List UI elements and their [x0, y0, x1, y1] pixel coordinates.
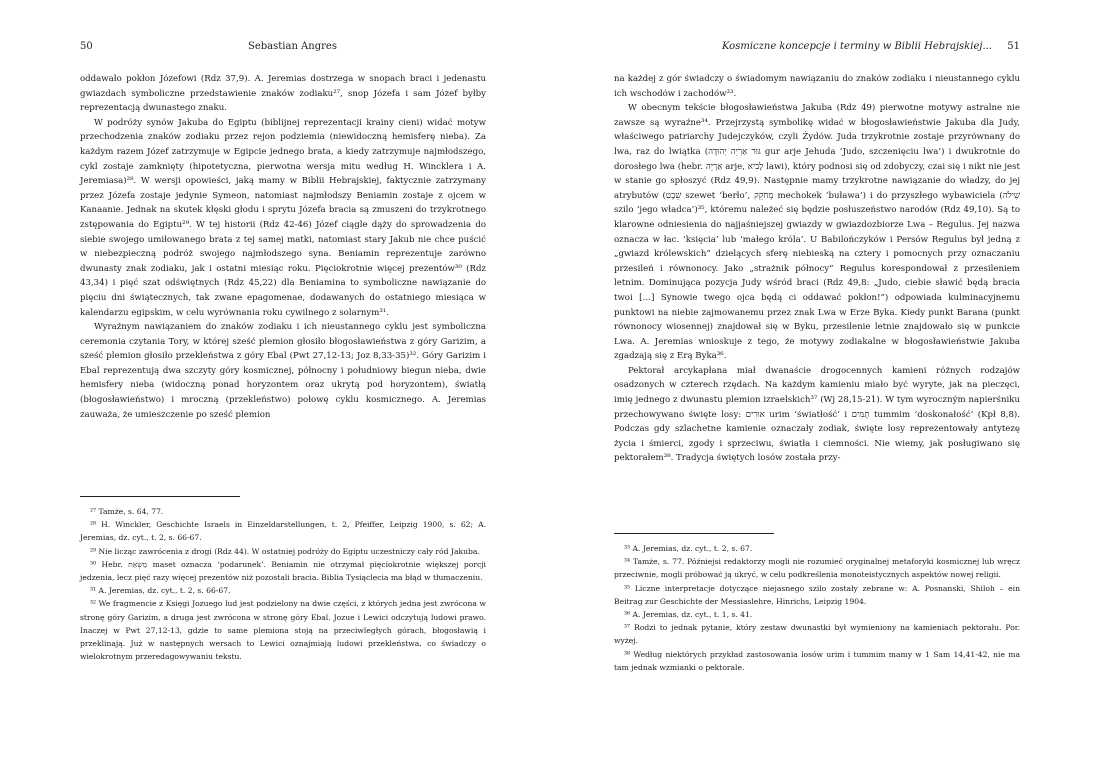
footnote-rule: [614, 533, 774, 534]
footnote: ³⁵ Liczne interpretacje dotyczące niejasnego szilo zostały zebrane w: A. Posnanski, Shiloh – ein Beitrag zur Geschichte der Messiaslehre, Hinrichs, Leipzig 1904.: [614, 583, 1020, 606]
footnote: ³¹ A. Jeremias, dz. cyt., t. 2, s. 66-67.: [90, 586, 231, 596]
page-number-right: 51: [1007, 41, 1020, 52]
footnote: ³⁴ Tamże, s. 77. Późniejsi redaktorzy mogli nie rozumieć oryginalnej metaforyki kosmicznej lub wręcz przeciwnie, mogli próbować ją ukryć, w celu podkreślenia monoteistycznych aspektów nowej religii.: [614, 557, 1020, 580]
page-number-left: 50: [80, 41, 93, 52]
footnote: ³⁶ A. Jeremias, dz. cyt., t. 1, s. 41.: [624, 610, 753, 620]
footnote: ³² We fragmencie z Księgi Jozuego lud jest podzielony na dwie części, z których jedna jest zwrócona w stronę góry Garizim, a druga jest zwrócona w stronę góry Ebal. Jozue i Lewici odczytują ludowi prawo. Inaczej w Pwt 27,12-13, gdzie to same plemiona stoją na przeciwległych górach, błogosławią i przeklinają. Już w następnych wersach to Lewici oznajmiają ludowi przekleństwa, co świadczy o wielokrotnym przeredagowywaniu tekstu.: [80, 599, 486, 662]
footnote: ²⁹ Nie licząc zawrócenia z drogi (Rdz 44). W ostatniej podróży do Egiptu uczestniczy cały ród Jakuba.: [90, 546, 480, 556]
footnote: ³⁷ Rodzi to jednak pytanie, który zestaw dwunastki był wymieniony na kamieniach pektorału. Por. wyżej.: [614, 623, 1020, 646]
paragraph: W obecnym tekście błogosławieństwa Jakuba (Rdz 49) pierwotne motywy astralne nie zawsze są wyraźne³⁴. Przejrzystą symbolikę widać w błogosławieństwie Jakuba dla Judy, właściwego patriarchy Judejczyków, czyli Żydów. Juda trzykrotnie zostaje przyrównany do lwa, raz do lwiątka (גּוּר אַרְיֵה יְהוּדָה gur arje Jehuda ‘Judo, szczenięciu lwa’) i dwukrotnie do dorosłego lwa (hebr. אַרְיֵה arje, לָבִיא lawi), który podnosi się od zdobyczy, czai się i nikt nie jest w stanie go spłoszyć (Rdz 49,9). Następnie mamy trzykrotne nawiązanie do władzy, do jej atrybutów (שֵׁבֶט szewet ‘berło’, מְחֹקֵק mechokek ‘buława’) i do przyszłego wybawiciela (שִׁילֹה szilo ‘jego władca’)³⁵, któremu należeć się będzie posłuszeństwo narodów (Rdz 49,10). Są to klarowne odniesienia do najjaśniejszej gwiazdy w gwiazdozbiorze Lwa – Regulus. Jej nazwa oznacza w łac. ‘księcia’ lub ‘małego króla’. U Babilończyków i Persów Regulus był jedną z „gwiazd królewskich” dzielących sferę niebieską na cztery i pomocnych przy oznaczaniu przesileń i równonocy. Jako „strażnik północy” Regulus korespondował z przesileniem letnim. Dominująca pozycja Judy wśród braci (Rdz 49,8: „Judo, ciebie sławić będą bracia twoi […] Synowie twego ojca będą ci oddawać pokłon!”) odpowiada kulminacyjnemu punktowi na niebie zajmowanemu przez znak Lwa w Erze Byka. Kiedy punkt Barana (punkt równonocy wiosennej) znajdował się w Byku, przesilenie letnie znajdowało się w punkcie Lwa. A. Jeremias wnioskuje z tego, że motywy zodiakalne w błogosławieństwie Jakuba zgadzają się z Erą Byka³⁶.: [614, 103, 1020, 362]
title-running-head: Kosmiczne koncepcje i terminy w Biblii Hebrajskiej...: [721, 41, 992, 52]
paragraph: oddawało pokłon Józefowi (Rdz 37,9). A. Jeremias dostrzega w snopach braci i jedenastu gwiazdach symboliczne przedstawienie znaków zodiaku²⁷, snop Józefa i sam Józef byłby reprezentacją dwunastego znaku.: [80, 74, 486, 114]
footnote: ²⁸ H. Winckler, Geschichte Israels in Einzeldarstellungen, t. 2, Pfeiffer, Leipzig 1900, s. 62; A. Jeremias, dz. cyt., t. 2, s. 66-67.: [80, 520, 486, 543]
footnote-rule: [80, 496, 240, 497]
author-running-head: Sebastian Angres: [248, 41, 337, 52]
footnote: ³³ A. Jeremias, dz. cyt., t. 2, s. 67.: [624, 544, 753, 553]
body-text-left: [80, 72, 486, 422]
paragraph: Wyraźnym nawiązaniem do znaków zodiaku i ich nieustannego cyklu jest symboliczna ceremonia czytania Tory, w której sześć plemion głosiło błogosławieństwa z góry Garizim, a sześć plemion głosiło przekleństwa z góry Ebal (Pwt 27,12-13; Joz 8,33-35)³². Góry Garizim i Ebal reprezentują dwa szczyty góry kosmicznej, północny i południowy biegun nieba, dwie hemisfery nieba (widoczną ponad horyzontem oraz ukrytą pod horyzontem), światłą (błogosławieństwo) i mroczną (przekleństwo) połowę cyklu kosmicznego. A. Jeremias zauważa, że umieszczenie po sześć plemion: [80, 322, 486, 420]
footnote: ²⁷ Tamże, s. 64, 77.: [90, 507, 164, 516]
paragraph: W podróży synów Jakuba do Egiptu (biblijnej reprezentacji krainy cieni) widać motyw przechodzenia znaków zodiaku przez rejon podziemia (niewidoczną hemisferę nieba). Za każdym razem Józef zatrzymuje w Egipcie jednego brata, a kiedy zatrzymuje najmłodszego, cykl zostaje zamknięty (hipotetyczna, pierwotna wersja mitu według H. Wincklera i A. Jeremiasa)²⁸. W wersji opowieści, jaką mamy w Biblii Hebrajskiej, faktycznie zatrzymany przez Józefa zostaje jedynie Symeon, natomiast najmłodszy Beniamin zostaje z ojcem w Kanaanie. Jednak na skutek kłęski głodu i sprytu Józefa bracia są zmuszeni do trzykrotnego zstępowania do Egiptu²⁹. W tej historii (Rdz 42-46) Józef ciągle dąży do sprowadzenia do siebie swojego umiłowanego brata z tej samej matki, natomiast stary Jakub nie chce puścić w niebezpieczną podróż swojego najmłodszego syna. Beniamin reprezentuje zarówno dwunasty znak zodiaku, jak i ostatni miesiąc roku. Pięciokrotnie więcej prezentów³⁰ (Rdz 43,34) i pięć szat odświętnych (Rdz 45,22) dla Beniamina to symboliczne nawiązanie do pięciu dni świątecznych, tak zwane epagomenae, dodawanych do ostatniego miesiąca w kalendarzu egipskim, w celu wyrównania roku cywilnego z solarnym³¹.: [80, 117, 486, 318]
footnote: ³⁰ Hebr. מַשְׂאֵת maset oznacza ‘podarunek’. Beniamin nie otrzymał pięciokrotnie większej porcji jedzenia, lecz pięć razy więcej prezentów niż pozostali bracia. Biblia Tysiąclecia ma błąd w tłumaczeniu.: [80, 559, 486, 583]
body-text-right: [614, 72, 1020, 466]
footnotes-right: [614, 533, 1020, 674]
paragraph: Pektorał arcykapłana miał dwanaście drogocennych kamieni różnych rodzajów osadzonych w czterech rzędach. Na każdym kamieniu miało być wyryte, jak na pieczęci, imię jednego z dwunastu plemion izraelskich³⁷ (Wj 28,15-21). W tym wyroczným napierśniku przechowywano święte losy: אוּרִים urim ‘światłość’ i תֻּמִּים tummim ‘doskonałość’ (Kpł 8,8). Podczas gdy szlachetne kamienie oznaczały zodiak, święte losy reprezentowały antytezę życia i śmierci, zgody i sprzeciwu, światła i ciemności. Nie wiemy, jak posługiwano się pektorałem³⁸. Tradycja świętych losów została przy-: [614, 365, 1020, 464]
footnotes-left: [80, 496, 486, 663]
footnote: ³⁸ Według niektórych przykład zastosowania losów urim i tummim mamy w 1 Sam 14,41-42, nie ma tam jednak wzmianki o pektorale.: [614, 649, 1020, 672]
paragraph: na każdej z gór świadczy o świadomym nawiązaniu do znaków zodiaku i nieustannego cyklu ich wschodów i zachodów³³.: [614, 74, 1020, 99]
right-page: [550, 0, 1100, 781]
